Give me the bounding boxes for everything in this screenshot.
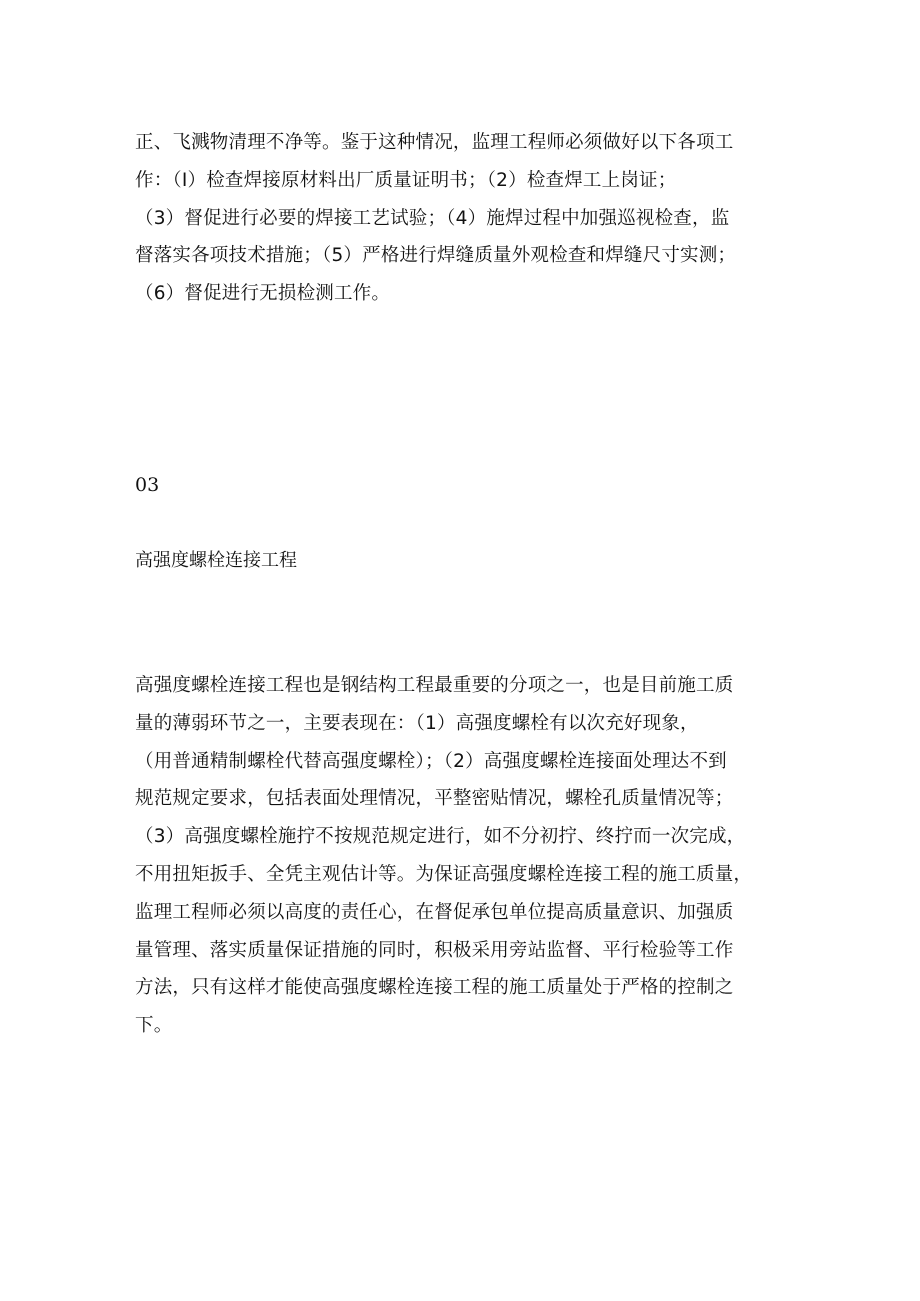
paragraph-line: 不用扭矩扳手、全凭主观估计等。为保证高强度螺栓连接工程的施工质量，: [135, 863, 753, 885]
paragraph-line: 正、飞溅物清理不净等。鉴于这种情况，监理工程师必须做好以下各项工: [135, 132, 734, 153]
section-title: 高强度螺栓连接工程: [135, 550, 297, 571]
paragraph-bolt-connection: [135, 667, 795, 1045]
paragraph-line: 督落实各项技术措施；（5）严格进行焊缝质量外观检查和焊缝尺寸实测；: [135, 245, 737, 267]
paragraph-line: （3）高强度螺栓施拧不按规范规定进行，如不分初拧、终拧而一次完成，: [135, 826, 746, 848]
section-number: 03: [135, 474, 160, 496]
paragraph-line: 量管理、落实质量保证措施的同时，积极采用旁站监督、平行检验等工作: [135, 939, 734, 961]
paragraph-line: 量的薄弱环节之一，主要表现在：（1）高强度螺栓有以次充好现象，: [135, 712, 699, 734]
paragraph-line: 下。: [135, 1015, 173, 1037]
paragraph-line: （6）督促进行无损检测工作。: [135, 283, 391, 305]
paragraph-welding-supervision: [135, 124, 795, 313]
paragraph-line: 作：（I）检查焊接原材料出厂质量证明书；（2）检查焊工上岗证；: [135, 169, 677, 191]
paragraph-line: 方法，只有这样才能使高强度螺栓连接工程的施工质量处于严格的控制之: [135, 977, 734, 999]
paragraph-line: 监理工程师必须以高度的责任心，在督促承包单位提高质量意识、加强质: [135, 901, 734, 923]
paragraph-line: 规范规定要求，包括表面处理情况，平整密贴情况，螺栓孔质量情况等；: [135, 788, 734, 810]
paragraph-line: （3）督促进行必要的焊接工艺试验；（4）施焊过程中加强巡视检查，监: [135, 207, 730, 229]
paragraph-line: 高强度螺栓连接工程也是钢结构工程最重要的分项之一，也是目前施工质: [135, 675, 734, 696]
paragraph-line: （用普通精制螺栓代替高强度螺栓）；（2）高强度螺栓连接面处理达不到: [135, 750, 727, 772]
